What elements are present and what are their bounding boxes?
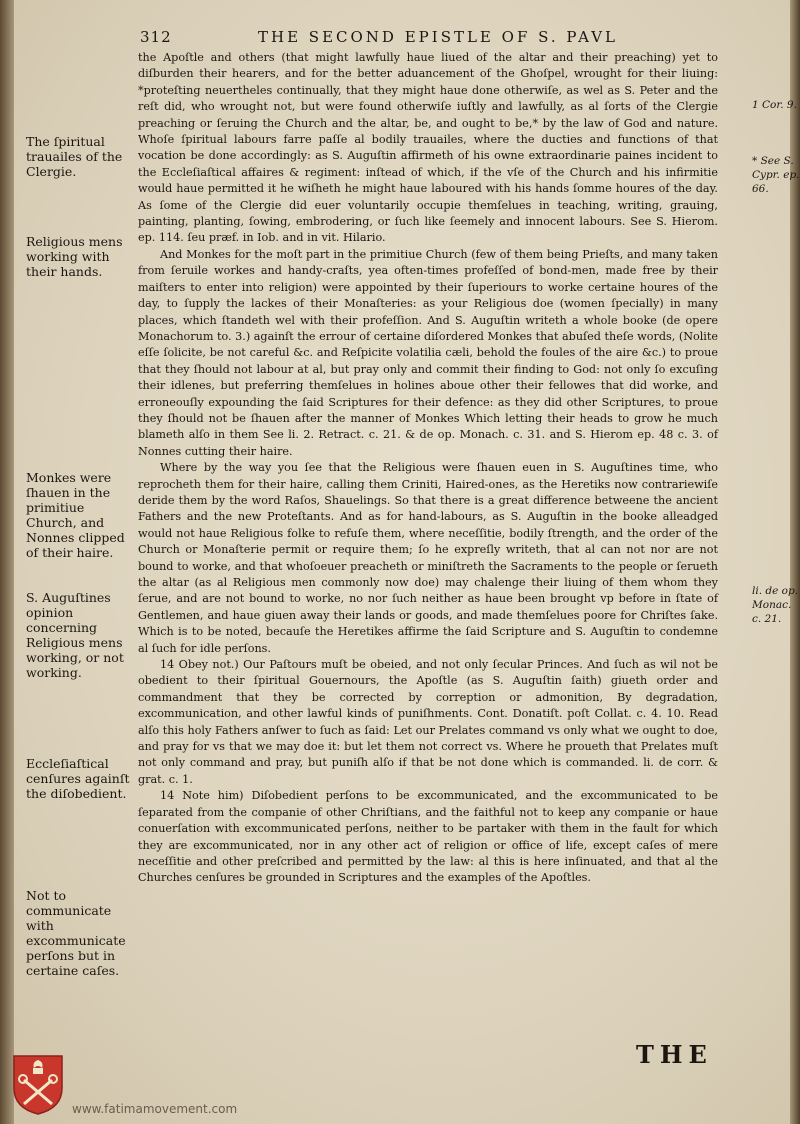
right-note-cor: 1 Cor. 9. (752, 99, 797, 111)
margin-note-not-to-communicate: Not to communicate with excommunicate perſons but in certaine caſes. (26, 888, 126, 978)
margin-note-spiritual-travails: The ſpiritual trauailes of the Clergie. (26, 134, 123, 179)
margin-note-religious-working: Religious mens working with their hands. (26, 234, 123, 279)
right-note-de-opere: li. de op. Monac. c. 21. (752, 585, 799, 625)
page-number: 312 (140, 28, 172, 46)
papal-keys-logo-icon (10, 1052, 66, 1116)
catchword: THE (636, 1040, 713, 1069)
running-title: THE SECOND EPISTLE OF S. PAVL (258, 28, 618, 46)
paragraph-2: And Monkes for the moſt part in the primitiue Church (few of them being Prieſts, and many taken from ſeruile workes and handy-craſts, yea often-times profeſſed of bond-men, made free by their maiſters to enter into religion) were appointed by their ſuperiours to worke certaine houres of the day, to ſupply the lackes of their Monaſteries: as your Religious doe (women ſpecially) in many places, which ſtandeth wel with their profeſſion. And S. Auguſtin writeth a whole booke (de opere Monachorum to. 3.) againſt the errour of certaine diſordered Monkes that abuſed theſe words, (Nolite eſſe ſolicite, be not careful &c. and Reſpicite volatilia cæli, behold the foules of the aire &c.) to proue that they ſhould not labour at al, but pray only and commit their finding to God: not only ſo excuſing their idlenes, but preferring themſelues in holines aboue other their fellowes that did worke, and erroneouſly expounding the ſaid Scriptures for their defence: as they did other Scriptures, to proue they ſhould not be ſhauen after the manner of Monkes Which letting their heads to grow he much blameth alſo in them See li. 2. Retract. c. 21. & de op. Monach. c. 31. and S. Hierom ep. 48 c. 3. of Nonnes cutting their haire. (138, 247, 718, 458)
paragraph-3: Where by the way you ſee that the Religious were ſhauen euen in S. Auguſtines time, who reprocheth them for their haire, calling them Criniti, Haired-ones, as the Heretiks now contrariewiſe deride them by the word Raſos, Shauelings. So that there is a great difference betweene the ancient Fathers and the new Proteſtants. And as for hand-labours, as S. Auguſtin in the booke alleadged would not haue Religious folke to refuſe them, where neceſſitie, bodily ſtrength, and the order of the Church or Monaſterie permit or require them; ſo he expreſly writeth, that al can not nor are not bound to worke, and that whoſoeuer preacheth or miniſtreth the Sacraments to the people or ſerueth the altar (as al Religious men commonly now doe) may chalenge their liuing of them whom they ſerue, and are not bound to worke, no nor ſuch neither as haue been brought vp before in ſtate of Gentlemen, and haue giuen away their lands or goods, and made themſelues poore for Chriſtes ſake. Which is to be noted, becauſe the Heretikes affirme the ſaid Scripture and S. Auguſtin to condemne al ſuch for idle perſons. (138, 461, 718, 655)
watermark-url: www.fatimamovement.com (72, 1102, 238, 1116)
right-note-cypr: * See S. Cypr. ep. 66. (752, 155, 800, 195)
paragraph-4: 14 Obey not.) Our Paſtours muſt be obeied, and not only ſecular Princes. And ſuch as wil not be obedient to their ſpiritual Gouernours, the Apoſtle (as S. Auguſtin ſaith) giueth order and commandment that they be corrected by correption or admonition, By degradation, excommunication, and other lawful kinds of puniſhments. Cont. Donatiſt. poſt Collat. c. 4. 10. Read alſo this holy Fathers anſwer to ſuch as ſaid: Let our Prelates command vs only what we ought to doe, and pray for vs that we may doe it: but let them not correct vs. Where he proueth that Prelates muſt not only command and pray, but puniſh alſo if that be not done which is commanded. li. de corr. & grat. c. 1. (138, 658, 718, 786)
page-edge-left (0, 0, 14, 1124)
paragraph-1: the Apoſtle and others (that might lawfully haue liued of the altar and their preaching) yet to diſburden their hearers, and for the better aduancement of the Ghoſpel, wrought for their liuing: *proteſting neuertheles continually, that they might haue done otherwiſe, as wel as S. Peter and the reſt did, who wrought not, but were found otherwiſe iuſtly and lawfully, as al ſorts of the Clergie preaching or ſeruing the Church and the altar, be, and ought to be,* by the law of God and nature. Whoſe ſpiritual labours farre paſſe al bodily trauailes, where the ducties and functions of that vocation be done accordingly: as S. Auguſtin affirmeth of his owne extraordinarie paines incident to the Eccleſiaſtical affaires & regiment: inſtead of which, if the vſe of the Church and his infirmitie would haue permitted it he wiſheth he might haue laboured with his hands ſomme houres of the day. As ſome of the Clergie did euer voluntarily occupie themſelues in teaching, writing, grauing, painting, planting, ſowing, embrodering, or ſuch like ſeemely and innocent labours. See S. Hierom. ep. 114. ſeu præf. in Iob. and in vit. Hilario. (138, 51, 718, 245)
running-header (140, 28, 760, 50)
margin-note-augustine-opinion: S. Auguſtines opinion concerning Religious mens working, or not working. (26, 590, 124, 680)
margin-note-ecclesiastical-censures: Eccleſiaſtical cenſures againſt the diſobedient. (26, 756, 130, 801)
margin-note-monks-shaven: Monkes were ſhauen in the primitiue Church, and Nonnes clipped of their haire. (26, 470, 125, 560)
paragraph-5: 14 Note him) Diſobedient perſons to be excommunicated, and the excommunicated to be ſeparated from the companie of other Chriſtians, and the faithful not to keep any companie or haue conuerſation with excommunicated perſons, neither to be partaker with them in the fault for which they are excommunicated, nor in any other act of religion or office of life, except caſes of mere neceſſitie and other preſcribed and permitted by the law: al this is here inſinuated, and that al the Churches cenſures be grounded in Scriptures and the examples of the Apoſtles. (138, 789, 718, 885)
main-text (138, 50, 718, 887)
